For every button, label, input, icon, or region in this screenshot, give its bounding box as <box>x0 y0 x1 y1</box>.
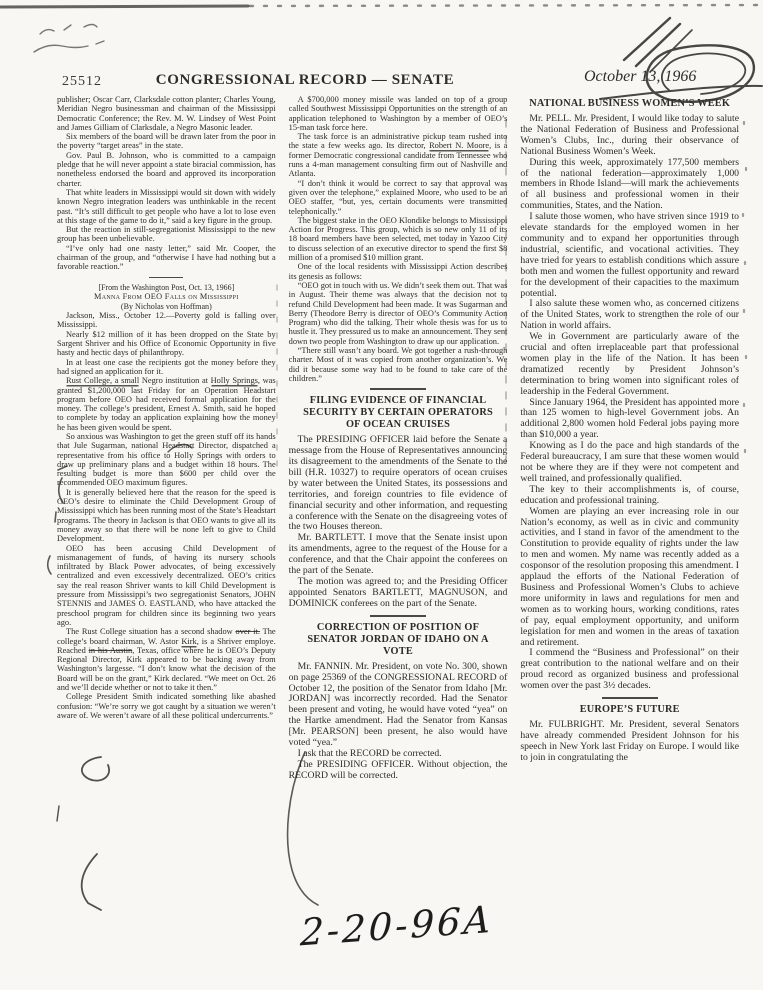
paragraph: The PRESIDING OFFICER. Without objection, the RECORD will be corrected. <box>288 758 508 781</box>
paragraph: A $700,000 money missile was landed on top of a group called Southwest Mississippi Opportunities on the strength of an application telephoned to Washington by a member of OEO’s 15-man task force here. <box>288 95 508 132</box>
text-run: The task force is an administrative pickup team rushed into the state a few weeks ago. Its director, <box>288 132 508 151</box>
article-headline: Manna From OEO Falls on Mississippi <box>94 292 239 302</box>
column-center <box>289 95 508 782</box>
paragraph: The motion was agreed to; and the Presiding Officer appointed Senators BARTLETT, MAGNUSON, and DOMINICK conferees on the part of the Senate. <box>288 575 508 609</box>
margin-sweep-curve <box>57 806 101 910</box>
paragraph: I salute those women, who have striven since 1919 to elevate standards for the employed women in her community and to expand her opportunities through industrial, scientific, and vocational activities. They have tried for years to establish conditions which assure both men and women the fullest opportunity and reward for the development of their capacities to the maximum potential. <box>520 211 740 299</box>
text-run: The college’s board chairman, W. Astor <box>57 627 276 646</box>
section-divider <box>370 388 426 390</box>
paragraph: Mr. BARTLETT. I move that the Senate insist upon its amendments, agree to the request of the House for a conference, and that the Chair appoint the conferees on the part of the Senate. <box>288 532 508 577</box>
text-run: Negro institution at <box>139 376 211 386</box>
right-margin-specks <box>743 122 746 452</box>
section-heading: FILING EVIDENCE OF FINANCIAL SECURITY BY CERTAIN OPERATORS OF OCEAN CRUISES <box>303 395 493 431</box>
paragraph-dateline: Jackson, Miss., October 12.—Poverty gold is falling over Mississippi. <box>57 311 276 330</box>
paragraph: Since January 1964, the President has appointed more than 125 women to high-level Government jobs. An additional 2,800 women hold Federal jobs paying more than $10,000 a year. <box>520 396 740 441</box>
section-divider <box>149 277 183 278</box>
section-divider <box>602 697 658 699</box>
source-attribution: [From the Washington Post, Oct. 13, 1966] <box>98 282 235 292</box>
issue-date: October 13, 1966 <box>584 68 697 85</box>
pen-underlined-text: Rust College, a small <box>66 376 140 386</box>
paragraph: Mr. FANNIN. Mr. President, on vote No. 300, shown on page 25369 of the CONGRESSIONAL RECORD of October 12, the position of the Senator from Idaho [Mr. JORDAN] was incorrectly recorded. Had the Senator been present and voting, he would have voted “yea” on the Hartke amendment. Had the Senator from Kansas [Mr. PEARSON] been present, he also would have voted “yea.” <box>288 660 508 749</box>
paragraph: “There still wasn’t any board. We got together a rush-through charter. Most of it was copied from another organization’s. We did it because some way had to be found to take care of the children.” <box>288 346 508 383</box>
paragraph: But the reaction in still-segregationist Mississippi to the new group has been unbelievable. <box>57 225 276 244</box>
text-run: , Texas, office where he is OEO’s Deputy Regional Director, Kirk appeared to be backing away from Washington’s largesse. “I don’t know what the decision of the Board will be on the grant,” Kirk declared. “We meet on Oct. 26 and we’ll decide whether or not to take it then.” <box>57 645 276 693</box>
pen-underlined-text: Holly Springs <box>210 376 258 386</box>
pen-underlined-text: Kirk <box>181 636 197 646</box>
paragraph: publisher; Oscar Carr, Clarksdale cotton planter; Charles Young, Meridian Negro businessman and chairman of the Mississippi Democratic Conference; the Rev. M. W. Lindsey of West Point and James Gilliam of Clarksdale, a Negro Masonic leader. <box>57 95 276 132</box>
paragraph: I commend the “Business and Professional” on their great contribution to the national welfare and on their proud record as organized business and professional women over the past 3½ decades. <box>520 647 740 692</box>
paragraph: The key to their accomplishments is, of course, education and professional training. <box>520 483 740 506</box>
stamp-scribble <box>600 18 762 102</box>
paragraph: That white leaders in Mississippi would sit down with widely known Negro integration leaders was unthinkable in the recent past. “It’s still difficult to get people who have a lot to lose even at this stage of the game to do it,” said a key figure in the group. <box>57 187 276 225</box>
paragraph: Mr. FULBRIGHT. Mr. President, several Senators have already commended President Johnson for his speech in New York last Friday on Europe. I would like to join in congratulating the <box>520 719 740 763</box>
paragraph: “I’ve only had one nasty letter,” said Mr. Cooper, the chairman of the group, and “otherwise I have had nothing but a favorable reaction.” <box>57 243 276 272</box>
paragraph: I ask that the RECORD be corrected. <box>297 747 442 759</box>
paragraph: One of the local residents with Mississippi Action describes its genesis as follows: <box>288 262 508 281</box>
text-run: , was granted $1,200,000 last Friday for an Operation Headstart program before OEO had received formal application for the money. The college’s president, Ernest A. Smith, said he hoped to complete by today an application explaining how the money he has been given would be spent. <box>57 376 276 432</box>
paragraph: In at least one case the recipients got the money before they had signed an application for it. <box>57 357 276 376</box>
paragraph: I also salute these women who, as concerned citizens of the United States, work to strengthen the role of our Nation in world affairs. <box>520 298 740 332</box>
section-heading: CORRECTION OF POSITION OF SENATOR JORDAN OF IDAHO ON A VOTE <box>307 621 489 657</box>
paragraph: So anxious was Washington to get the green stuff off its hands that Jule Sugarman, national Headstart Director, dispatched a representative from his office to Holly Springs with orders to draw up preliminary plans and a budget within 18 hours. The resulting budget is more than $600 per child over the recommended OEO maximum figures. <box>57 432 276 488</box>
paragraph: Mr. PELL. Mr. President, I would like today to salute the National Federation of Business and Professional Women’s Clubs, Inc., during their observance of National Business Women’s Week. <box>520 113 740 157</box>
text-run: The Rust College situation has a second shadow <box>66 627 236 637</box>
text-run: , is a Shriver employe. Reached <box>57 636 276 655</box>
paragraph: We in Government are particularly aware of the crucial and often irreplaceable part that professional women play in the life of the Nation. It has been dramatized recently by President Johnson’s determination to bring women into significant roles of leadership in the Federal Government. <box>520 331 740 397</box>
paragraph: Gov. Paul B. Johnson, who is committed to a campaign pledge that he will never appoint a state biracial commission, has nonetheless endorsed the board and approved its incorporation charter. <box>57 150 276 188</box>
three-column-text-body <box>57 95 739 782</box>
pen-struck-text: over it. <box>235 627 260 637</box>
handwritten-date-annotation: 2-20-96A <box>299 897 495 955</box>
pen-underlined-text: Robert N. Moore <box>429 141 490 151</box>
pen-struck-text: in his Austin <box>88 645 133 655</box>
paragraph-second-shadow <box>57 627 276 692</box>
paragraph: Women are playing an ever increasing role in our Nation’s economy, as well as in civic and community activities, and I stand in favor of the amendment to the Constitution to provide equality of rights under the law to men and women. My name was recently added as a cosponsor of the resolution proposing this amendment. I applaud the efforts of the National Federation of Business and Professional Women’s Clubs to achieve more uniformity in laws and regulations for men and women as to working hours, working conditions, rates of pay, equal employment opportunity, and uniform legislation for men and women in the areas of taxation and retirement. <box>520 505 740 648</box>
article-byline: (By Nicholas von Hoffman) <box>120 301 212 311</box>
paragraph: During this week, approximately 177,500 members of the national federation—approximately 1,000 members in Rhode Island—will mark the achievements of all business and professional women in their communities, States, and the Nation. <box>520 156 740 212</box>
section-divider <box>370 615 426 617</box>
margin-scribble-top-left <box>34 25 104 53</box>
paragraph: “I don’t think it would be correct to say that approval was given over the telephone,” explained Moore, who used to be an OEO staffer, “but, yes, certain documents were transmitted telephonically.” <box>288 178 508 216</box>
paragraph: Six members of the board will be drawn later from the poor in the poverty “target areas” in the state. <box>57 132 276 151</box>
paragraph: OEO has been accusing Child Development of mismanagement of funds, of having its nursery schools infiltrated by Black Power advocates, of being excessively centralized and even excessively decentralized. OEO’s critics say the real reason Shriver wants to kill Child Development is pressure from Mississippi’s two segregationist Senators, JOHN STENNIS and JAMES O. EASTLAND, who have attacked the preschool program for children since its beginning two years ago. <box>57 543 276 627</box>
paragraph: It is generally believed here that the reason for the speed is OEO’s desire to eliminate the Child Development Group of Mississippi which has been running most of the State’s Headstart programs. The theory in Jackson is that OEO wants to give all its money away so that there will be none left to give to Child Development. <box>57 487 276 544</box>
section-heading: NATIONAL BUSINESS WOMEN’S WEEK <box>529 98 731 109</box>
page-title: CONGRESSIONAL RECORD — SENATE <box>155 72 455 88</box>
paragraph-task-force <box>289 132 508 178</box>
scan-edge-line <box>0 5 763 7</box>
paragraph: The PRESIDING OFFICER laid before the Senate a message from the House of Representatives announcing its disagreement to the amendments of the Senate to the bill (H.R. 10327) to require operators of ocean cruises by water between the United States, its possessions and territories, and foreign countries to file evidence of financial security and other information, and requesting a conference with the Senate on the disagreeing votes of the two Houses thereon. <box>288 434 508 533</box>
paragraph: Nearly $12 million of it has been dropped on the State by Sargent Shriver and his Office of Economic Opportunity in five hasty and hectic days of philanthropy. <box>57 329 276 358</box>
paragraph: “OEO got in touch with us. We didn’t seek them out. That was in August. Their theme was always that the decision not to refund Child Development had been made. It was Sugarman and Berry (Theodore Berry is director of OEO’s Community Action Program) who did the talking. Their whole thesis was for us to hustle it. They pressured us to make an announcement. They sent down two people from Washington to draw up our application. <box>288 280 508 346</box>
paragraph: College President Smith indicated something like abashed confusion: “We’re sorry we got caught by a situation we weren’t aware of. We weren’t aware of all these political undercurrents.” <box>57 692 276 720</box>
text-run: , is a former Democratic congressional candidate from Tennessee who runs a 4-man management consulting firm out of Nashville and Atlanta. <box>288 141 508 179</box>
column-left <box>57 95 276 782</box>
paragraph: Knowing as I do the pace and high standards of the Federal bureaucracy, I am sure that these women would not be where they are if they were not competent and well trained, and professionally qualified. <box>520 440 740 484</box>
section-heading: EUROPE’S FUTURE <box>579 704 680 716</box>
column-right <box>520 95 739 782</box>
page-number: 25512 <box>62 74 102 89</box>
paragraph: The biggest stake in the OEO Klondike belongs to Mississippi Action for Progress. This group, which is so new only 11 of its 18 board members have been selected, met today in Yazoo City to discuss selection of an executive director to spend the first $8 million of a promised $10 million grant. <box>288 215 508 263</box>
paragraph-rust-college <box>57 376 276 432</box>
